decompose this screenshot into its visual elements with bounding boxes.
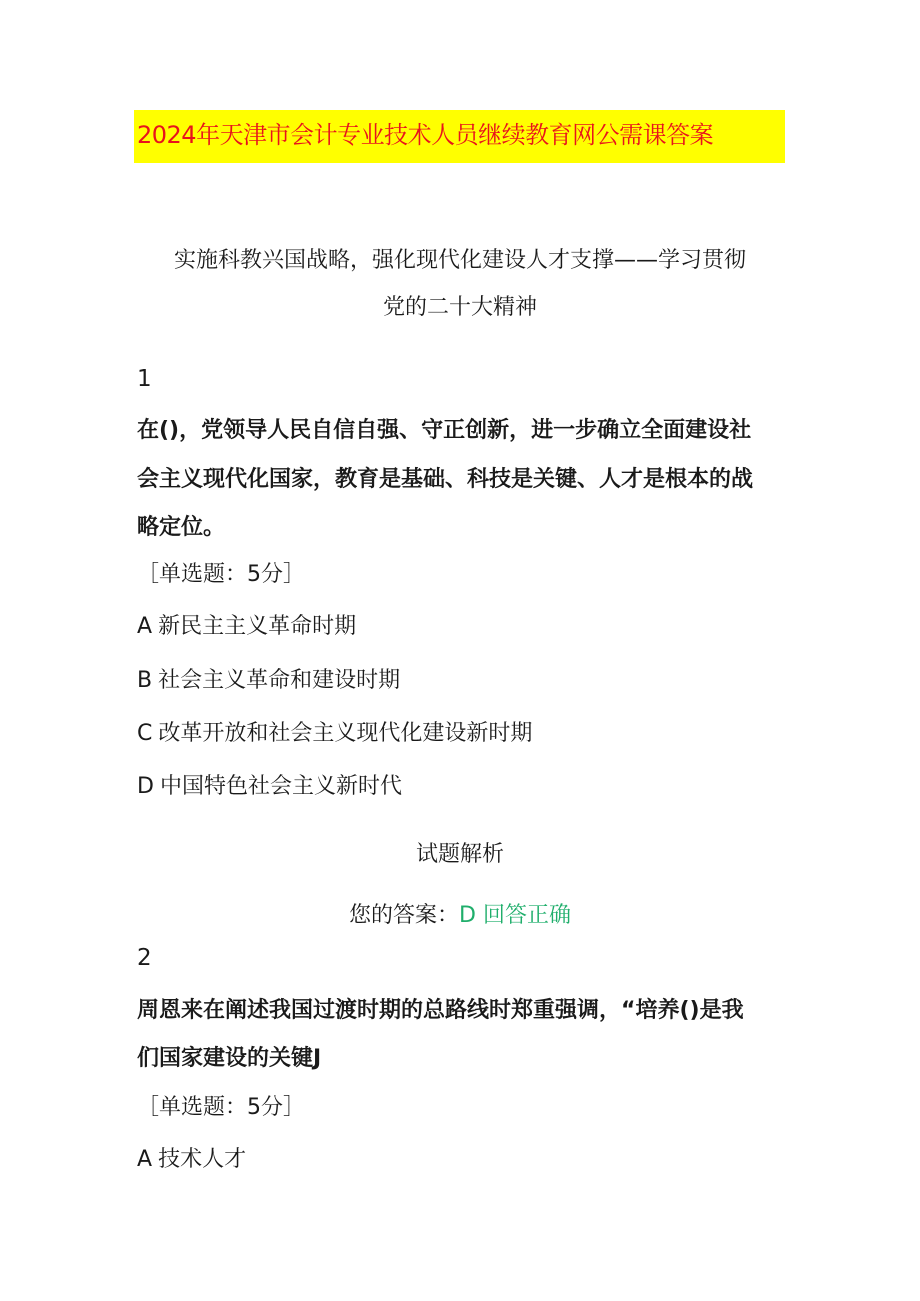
question-text-line: 们国家建设的关键J: [137, 1046, 322, 1071]
answer-line: [130, 898, 790, 929]
answer-result: D 回答正确: [459, 903, 571, 928]
option-letter: A: [137, 614, 153, 639]
answer-label: 您的答案：: [349, 903, 460, 928]
question-type-label: ［单选题：5分］: [137, 562, 305, 587]
question-text-line: 会主义现代化国家，教育是基础、科技是关键、人才是根本的战: [137, 467, 754, 492]
question-number: 2: [137, 945, 152, 971]
analysis-label: 试题解析: [415, 842, 504, 867]
option-d[interactable]: [137, 769, 402, 800]
option-text: 新民主主义革命时期: [158, 614, 357, 639]
question-number: 1: [137, 366, 152, 392]
subtitle-line-1: 实施科教兴国战略，强化现代化建设人才支撑——学习贯彻: [173, 248, 746, 273]
option-letter: D: [137, 774, 154, 799]
option-letter: C: [137, 721, 153, 746]
option-b[interactable]: [137, 663, 400, 694]
option-a[interactable]: [137, 609, 356, 640]
option-a[interactable]: [137, 1142, 246, 1173]
option-c[interactable]: [137, 716, 532, 747]
option-letter: A: [137, 1147, 153, 1172]
question-text-line: 周恩来在阐述我国过渡时期的总路线时郑重强调，“培养()是我: [137, 998, 744, 1023]
question-text-line: 略定位。: [137, 515, 226, 540]
option-text: 技术人才: [158, 1147, 247, 1172]
document-title: 2024年天津市会计专业技术人员继续教育网公需课答案: [134, 110, 785, 163]
option-letter: B: [137, 668, 153, 693]
option-text: 社会主义革命和建设时期: [158, 668, 401, 693]
question-text-line: 在()，党领导人民自信自强、守正创新，进一步确立全面建设社: [137, 418, 752, 443]
option-text: 改革开放和社会主义现代化建设新时期: [158, 721, 533, 746]
option-text: 中国特色社会主义新时代: [159, 774, 402, 799]
subtitle-line-2: 党的二十大精神: [382, 295, 537, 320]
question-type-label: ［单选题：5分］: [137, 1095, 305, 1120]
